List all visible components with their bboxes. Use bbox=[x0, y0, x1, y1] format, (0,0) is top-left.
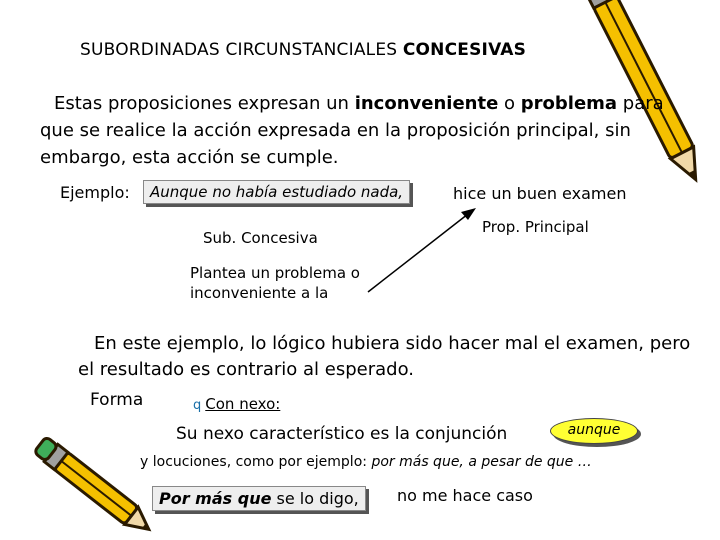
intro-text-1: Estas proposiciones expresan un bbox=[54, 93, 355, 114]
con-nexo-item bbox=[193, 395, 280, 413]
prop-principal-label: Prop. Principal bbox=[482, 218, 589, 236]
intro-bold-1: inconveniente bbox=[354, 93, 499, 114]
title-text: SUBORDINADAS CIRCUNSTANCIALES bbox=[80, 40, 403, 60]
example-subordinate-box bbox=[143, 180, 410, 204]
example-conjunction: Aunque bbox=[150, 183, 208, 201]
locuciones-line bbox=[140, 454, 592, 470]
intro-paragraph bbox=[40, 90, 680, 171]
con-nexo-text: Con nexo: bbox=[205, 395, 281, 413]
second-example-box bbox=[152, 486, 366, 511]
nexo-description: Su nexo característico es la conjunción bbox=[176, 424, 508, 444]
arrow-line bbox=[368, 214, 468, 292]
explanation-line-2: el resultado es contrario al esperado. bbox=[78, 359, 415, 380]
bullet-icon: q bbox=[193, 398, 202, 413]
example-label: Ejemplo: bbox=[60, 183, 130, 202]
second-example-text: se lo digo, bbox=[271, 489, 359, 508]
aunque-oval: aunque bbox=[550, 418, 638, 444]
example-note: Plantea un problema o inconveniente a la bbox=[190, 264, 360, 302]
explanation-line-1: En este ejemplo, lo lógico hubiera sido hacer mal el examen, pero bbox=[94, 333, 691, 354]
intro-text-3: para que se realice la acción expresada en la proposición principal, sin embargo, esta acción se cumple. bbox=[40, 93, 664, 168]
forma-label: Forma bbox=[90, 390, 144, 410]
title-bold: CONCESIVAS bbox=[402, 40, 527, 60]
sub-concesiva-label: Sub. Concesiva bbox=[203, 229, 318, 247]
explanation-paragraph bbox=[78, 331, 710, 383]
locuciones-examples: por más que, a pesar de que … bbox=[371, 454, 592, 470]
intro-text-2: o bbox=[498, 93, 521, 114]
second-example-conjunction: Por más que bbox=[159, 489, 272, 508]
pencil-icon bbox=[33, 436, 158, 540]
example-main-clause: hice un buen examen bbox=[453, 184, 627, 203]
second-example-main-clause: no me hace caso bbox=[397, 486, 533, 505]
example-subordinate-text: no había estudiado nada, bbox=[207, 183, 404, 201]
intro-bold-2: problema bbox=[520, 93, 618, 114]
page-title bbox=[80, 40, 526, 60]
locuciones-text: y locuciones, como por ejemplo: bbox=[140, 454, 372, 470]
